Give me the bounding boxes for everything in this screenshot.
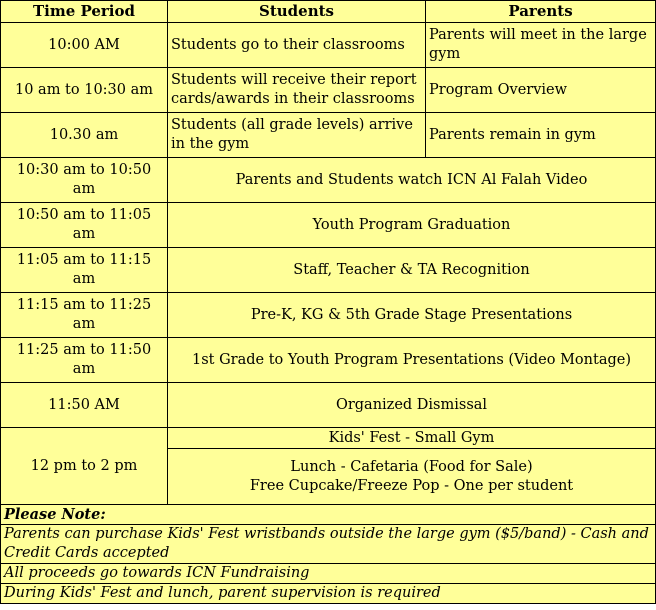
activity-cell: Kids' Fest - Small Gym — [168, 428, 656, 449]
table-row — [1, 338, 656, 383]
students-cell: Students go to their classrooms — [168, 23, 426, 68]
table-row — [1, 383, 656, 428]
table-row — [1, 428, 656, 449]
time-cell: 10:50 am to 11:05 am — [1, 203, 168, 248]
activity-cell: Organized Dismissal — [168, 383, 656, 428]
header-time-period: Time Period — [1, 1, 168, 23]
time-cell: 10 am to 10:30 am — [1, 68, 168, 113]
time-cell: 11:25 am to 11:50 am — [1, 338, 168, 383]
note-item: Parents can purchase Kids' Fest wristbands outside the large gym ($5/band) - Cash and Credit Cards accepted — [1, 525, 656, 564]
time-cell: 12 pm to 2 pm — [1, 428, 168, 505]
note-item: All proceeds go towards ICN Fundraising — [1, 564, 656, 584]
time-cell: 11:05 am to 11:15 am — [1, 248, 168, 293]
table-row — [1, 293, 656, 338]
parents-cell: Parents will meet in the large gym — [426, 23, 656, 68]
activity-cell: Youth Program Graduation — [168, 203, 656, 248]
time-cell: 10.30 am — [1, 113, 168, 158]
activity-cell — [168, 449, 656, 505]
header-students: Students — [168, 1, 426, 23]
header-row — [1, 1, 656, 23]
time-cell: 11:15 am to 11:25 am — [1, 293, 168, 338]
activity-line: Free Cupcake/Freeze Pop - One per student — [249, 477, 574, 494]
parents-cell: Parents remain in gym — [426, 113, 656, 158]
table-row — [1, 68, 656, 113]
table-row — [1, 158, 656, 203]
note-row — [1, 584, 656, 604]
table-row — [1, 248, 656, 293]
students-cell: Students will receive their report cards/awards in their classrooms — [168, 68, 426, 113]
note-heading: Please Note: — [1, 505, 656, 525]
activity-cell: 1st Grade to Youth Program Presentations (Video Montage) — [168, 338, 656, 383]
activity-cell: Pre-K, KG & 5th Grade Stage Presentations — [168, 293, 656, 338]
table-row — [1, 113, 656, 158]
note-item: During Kids' Fest and lunch, parent supervision is required — [1, 584, 656, 604]
students-cell: Students (all grade levels) arrive in the gym — [168, 113, 426, 158]
time-cell: 10:00 AM — [1, 23, 168, 68]
parents-cell: Program Overview — [426, 68, 656, 113]
activity-cell: Parents and Students watch ICN Al Falah Video — [168, 158, 656, 203]
table-row — [1, 23, 656, 68]
note-row — [1, 525, 656, 564]
note-row — [1, 564, 656, 584]
activity-line: Lunch - Cafetaria (Food for Sale) — [290, 458, 533, 475]
note-heading-row — [1, 505, 656, 525]
header-parents: Parents — [426, 1, 656, 23]
time-cell: 11:50 AM — [1, 383, 168, 428]
table-row — [1, 203, 656, 248]
time-cell: 10:30 am to 10:50 am — [1, 158, 168, 203]
activity-cell: Staff, Teacher & TA Recognition — [168, 248, 656, 293]
